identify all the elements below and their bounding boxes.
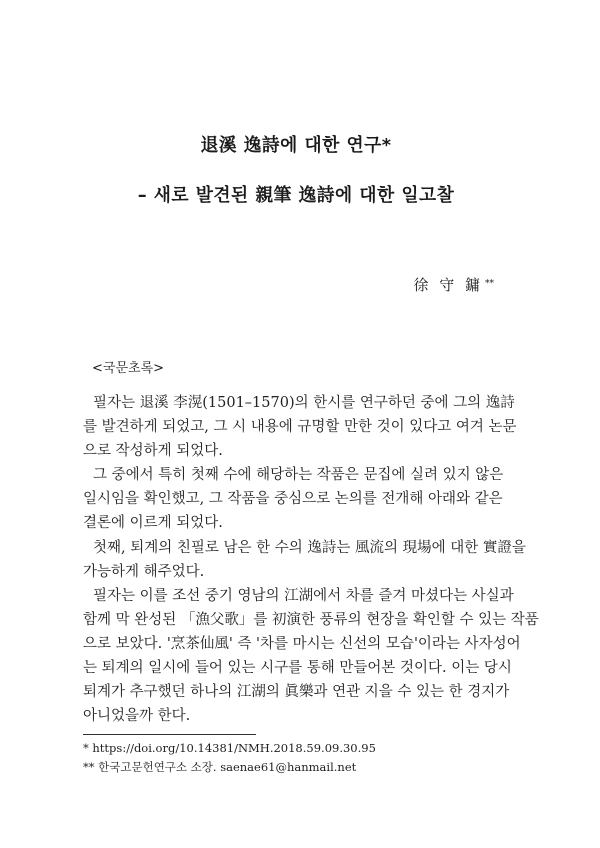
abstract-line: 필자는 이를 조선 중기 영남의 江湖에서 차를 즐겨 마셨다는 사실과 — [93, 588, 514, 604]
abstract-line: 함께 막 완성된 「漁父歌」를 初演한 풍류의 현장을 확인할 수 있는 작품 — [83, 612, 539, 628]
author-name: 徐 守 鏞 — [413, 276, 483, 294]
author — [413, 274, 494, 295]
abstract-line: 으로 작성하게 되었다. — [83, 443, 223, 459]
abstract-line: 를 발견하게 되었고, 그 시 내용에 규명할 만한 것이 있다고 여겨 논문 — [83, 419, 517, 435]
abstract-line: 가능하게 해주었다. — [83, 564, 205, 580]
author-footnote-mark: ** — [485, 279, 494, 289]
abstract-line: 결론에 이르게 되었다. — [83, 515, 223, 531]
paper-title: 退溪 逸詩에 대한 연구* — [200, 135, 392, 156]
abstract-line: 그 중에서 특히 첫째 수에 해당하는 작품은 문집에 실려 있지 않은 — [93, 467, 504, 483]
abstract-line: 으로 보았다. '烹茶仙風' 즉 '차를 마시는 신선의 모습'이라는 사자성어 — [83, 636, 521, 652]
paper-subtitle: – 새로 발견된 親筆 逸詩에 대한 일고찰 — [137, 185, 455, 206]
abstract-heading: <국문초록> — [92, 361, 165, 376]
footnote-doi: * https://doi.org/10.14381/NMH.2018.59.09.30.95 — [83, 741, 376, 755]
abstract-line: 아니었을까 한다. — [83, 708, 191, 724]
abstract-line: 일시임을 확인했고, 그 작품을 중심으로 논의를 전개해 아래와 같은 — [83, 491, 503, 507]
abstract-line: 는 퇴계의 일시에 들어 있는 시구를 통해 만들어본 것이다. 이는 당시 — [83, 660, 512, 676]
footnote-affiliation: ** 한국고문헌연구소 소장. saenae61@hanmail.net — [83, 760, 357, 774]
abstract-line: 첫째, 퇴계의 친필로 남은 한 수의 逸詩는 風流의 現場에 대한 實證을 — [93, 540, 526, 556]
abstract-line: 퇴계가 추구했던 하나의 江湖의 眞樂과 연관 지을 수 있는 한 경지가 — [83, 684, 510, 700]
abstract-line: 필자는 退溪 李滉(1501–1570)의 한시를 연구하던 중에 그의 逸詩 — [93, 395, 515, 411]
footnote-divider — [83, 734, 256, 735]
